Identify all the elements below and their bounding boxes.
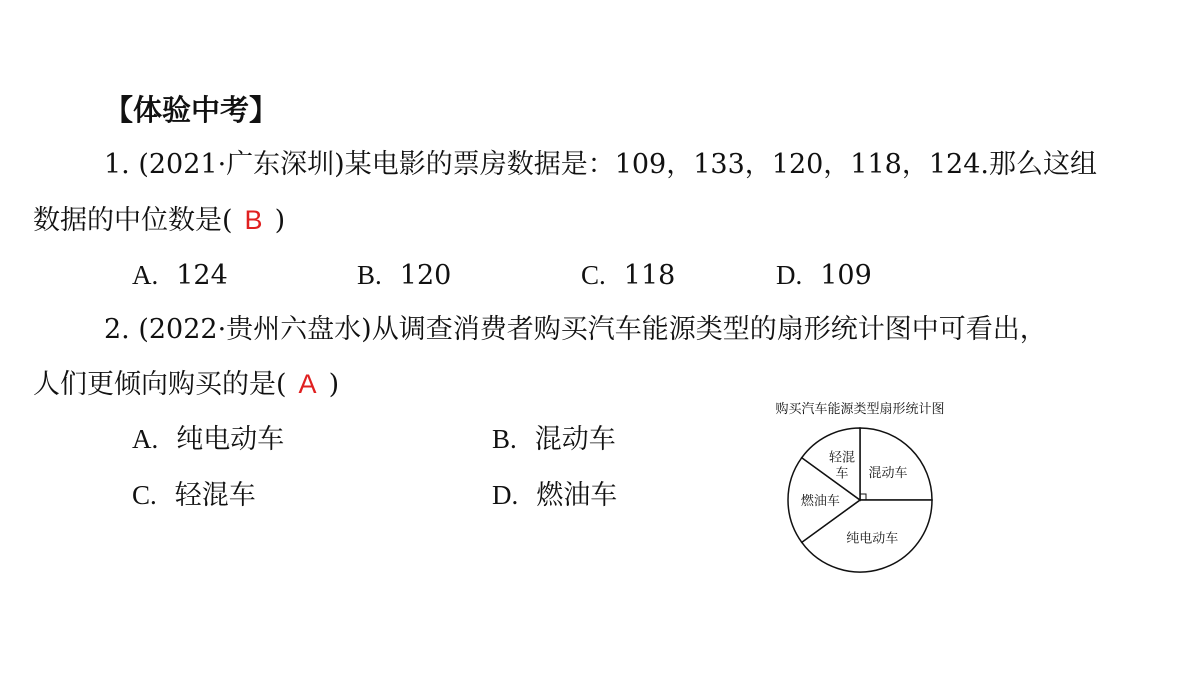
q2-option-d[interactable]	[492, 475, 617, 516]
q1-stem-prefix: 数据的中位数是(	[33, 205, 233, 236]
q1-option-b-text: 120	[399, 260, 452, 291]
q2-option-d-label: D.	[492, 480, 519, 510]
q1-option-b-label: B.	[357, 260, 382, 290]
q2-stem-suffix: )	[328, 369, 340, 400]
q2-option-c-label: C.	[132, 480, 157, 510]
q1-option-c-label: C.	[581, 260, 606, 290]
q2-option-b-text: 混动车	[534, 424, 616, 455]
chart-title: 购买汽车能源类型扇形统计图	[775, 402, 945, 417]
pie-label-ev: 纯电动车	[846, 531, 899, 547]
pie-chart	[730, 395, 990, 585]
q1-option-c-text: 118	[623, 260, 676, 291]
q1-option-c[interactable]	[581, 255, 675, 296]
q2-option-b[interactable]	[492, 419, 616, 460]
q1-option-d[interactable]	[776, 255, 872, 296]
q1-option-a-text: 124	[176, 260, 228, 291]
q2-option-b-label: B.	[492, 424, 517, 454]
q1-option-d-text: 109	[820, 260, 872, 291]
q2-stem-line1: 2. (2022·贵州六盘水)从调查消费者购买汽车能源类型的扇形统计图中可看出，	[104, 314, 1047, 345]
pie-label-fuel: 燃油车	[800, 494, 840, 509]
pie-slice-hybrid	[860, 428, 932, 500]
q1-option-b[interactable]	[357, 255, 451, 296]
q2-stem-line2	[33, 364, 339, 405]
q1-option-a[interactable]	[132, 255, 228, 296]
q1-stem-line2	[33, 200, 285, 241]
q2-option-c-text: 轻混车	[174, 480, 256, 511]
q2-option-d-text: 燃油车	[536, 480, 618, 511]
q2-stem-prefix: 人们更倾向购买的是(	[33, 369, 287, 400]
q2-option-a-label: A.	[132, 424, 159, 454]
q2-option-a-text: 纯电动车	[176, 424, 285, 455]
pie-label-hybrid: 混动车	[868, 465, 908, 481]
q1-stem-line1: 1. (2021·广东深圳)某电影的票房数据是：109，133，120，118，124.那么这组	[104, 149, 1097, 180]
q2-answer: A	[298, 369, 317, 399]
section-title: 【体验中考】	[104, 93, 279, 127]
pie-label-mild-hybrid: 轻混车	[829, 450, 856, 482]
q1-answer: B	[244, 205, 263, 235]
q1-option-a-label: A.	[132, 260, 159, 290]
q2-option-c[interactable]	[132, 475, 256, 516]
q1-option-d-label: D.	[776, 260, 803, 290]
q1-stem-suffix: )	[274, 205, 286, 236]
q2-option-a[interactable]	[132, 419, 284, 460]
